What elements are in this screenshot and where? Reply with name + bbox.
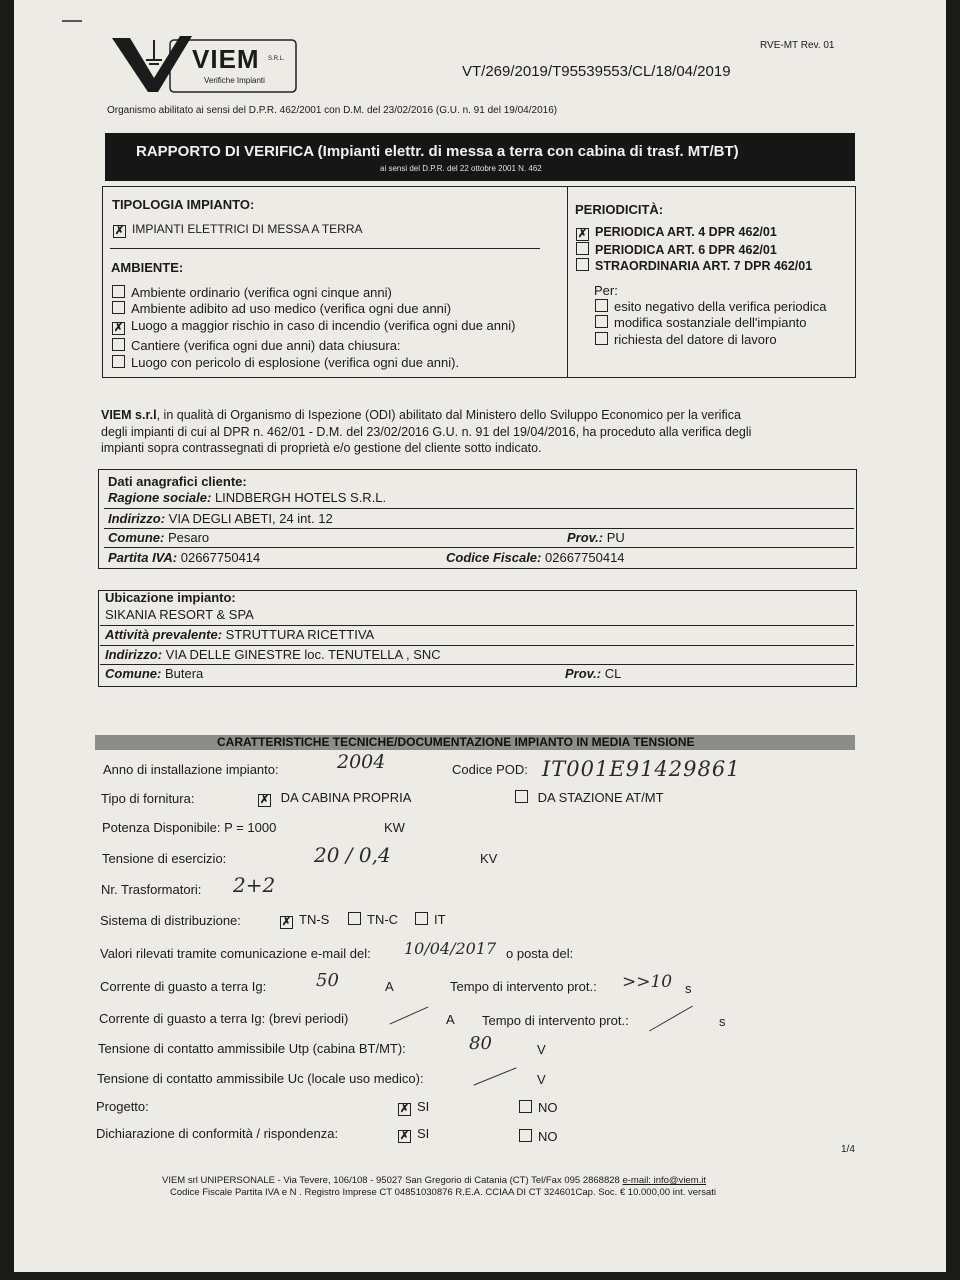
sistema-checkbox[interactable] bbox=[348, 912, 361, 925]
ambiente-item-label: Ambiente adibito ad uso medico (verifica ogni due anni) bbox=[131, 301, 452, 316]
per-checkbox[interactable] bbox=[595, 299, 608, 312]
tipologia-heading: TIPOLOGIA IMPIANTO: bbox=[112, 197, 255, 212]
periodicita-item-label: STRAORDINARIA ART. 7 DPR 462/01 bbox=[595, 259, 813, 273]
per-item[interactable] bbox=[595, 315, 807, 330]
ub-indirizzo-label: Indirizzo: bbox=[105, 647, 163, 662]
fornitura-opt2[interactable] bbox=[515, 790, 664, 805]
dich-no[interactable] bbox=[519, 1129, 558, 1144]
piva-row bbox=[108, 550, 260, 565]
viem-logo bbox=[110, 34, 300, 96]
fornitura-opt1-label: DA CABINA PROPRIA bbox=[280, 790, 412, 805]
ambiente-heading: AMBIENTE: bbox=[111, 260, 184, 275]
progetto-label: Progetto: bbox=[96, 1099, 149, 1114]
ambiente-item-label: Luogo a maggior rischio in caso di incendio (verifica ogni due anni) bbox=[131, 318, 516, 333]
comune-value: Pesaro bbox=[167, 530, 210, 545]
ub-indirizzo-row bbox=[105, 647, 441, 662]
ambiente-item[interactable] bbox=[112, 355, 459, 370]
footer-address: VIEM srl UNIPERSONALE - Via Tevere, 106/108 - 95027 San Gregorio di Catania (CT) Tel/Fax 095 2868828 bbox=[162, 1175, 620, 1186]
sistema-opt-label: TN-C bbox=[367, 912, 399, 927]
ambiente-item[interactable] bbox=[112, 301, 451, 316]
sistema-opt[interactable] bbox=[348, 912, 398, 927]
comune-label: Comune: bbox=[108, 530, 165, 545]
ub-indirizzo-value: VIA DELLE GINESTRE loc. TENUTELLA , SNC bbox=[165, 647, 441, 662]
per-checkbox[interactable] bbox=[595, 332, 608, 345]
ub-prov-row bbox=[565, 666, 621, 681]
ragione-value: LINDBERGH HOTELS S.R.L. bbox=[214, 490, 387, 505]
ambiente-checkbox[interactable] bbox=[112, 355, 125, 368]
uc-strike bbox=[473, 1067, 516, 1085]
ambiente-item[interactable] bbox=[112, 338, 401, 353]
trasf-value: 2+2 bbox=[233, 873, 276, 897]
per-item-label: richiesta del datore di lavoro bbox=[614, 332, 777, 347]
utp-unit: V bbox=[537, 1042, 546, 1057]
fornitura-label: Tipo di fornitura: bbox=[101, 791, 195, 806]
dich-no-checkbox[interactable] bbox=[519, 1129, 532, 1142]
attivita-value: STRUTTURA RICETTIVA bbox=[225, 627, 375, 642]
tipologia-item-label: IMPIANTI ELETTRICI DI MESSA A TERRA bbox=[132, 222, 363, 236]
ig-label: Corrente di guasto a terra Ig: bbox=[100, 979, 267, 994]
progetto-si[interactable] bbox=[398, 1099, 429, 1116]
igb-unit: A bbox=[446, 1012, 455, 1027]
logo-name: VIEM bbox=[192, 44, 260, 74]
per-item[interactable] bbox=[595, 299, 826, 314]
fornitura-opt1[interactable] bbox=[258, 790, 411, 807]
sistema-opt[interactable] bbox=[280, 912, 329, 929]
ubicazione-heading: Ubicazione impianto: bbox=[105, 590, 236, 605]
progetto-si-checkbox[interactable]: ✗ bbox=[399, 1103, 410, 1115]
accreditation-text: Organismo abilitato ai sensi del D.P.R. 462/2001 con D.M. del 23/02/2016 (G.U. n. 91 del 19/04/2016) bbox=[107, 105, 558, 116]
cf-row bbox=[446, 550, 625, 565]
ig-unit: A bbox=[385, 979, 394, 994]
progetto-no[interactable] bbox=[519, 1100, 558, 1115]
tecniche-heading: CARATTERISTICHE TECNICHE/DOCUMENTAZIONE IMPIANTO IN MEDIA TENSIONE bbox=[217, 735, 695, 749]
progetto-si-label: SI bbox=[417, 1099, 430, 1114]
intro-line-2: degli impianti di cui al DPR n. 462/01 - D.M. del 23/02/2016 G.U. n. 91 del 19/04/2016, ha proceduto alla verifica degli bbox=[101, 425, 752, 439]
sistema-checkbox[interactable]: ✗ bbox=[281, 916, 292, 928]
fornitura-opt2-label: DA STAZIONE AT/MT bbox=[537, 790, 664, 805]
ambiente-item-label: Cantiere (verifica ogni due anni) data chiusura: bbox=[131, 338, 401, 353]
cliente-rule bbox=[104, 508, 854, 509]
tipologia-item[interactable] bbox=[113, 222, 363, 238]
pod-value: IT001E91429861 bbox=[542, 757, 741, 781]
cliente-heading: Dati anagrafici cliente: bbox=[108, 474, 247, 489]
piva-value: 02667750414 bbox=[180, 550, 261, 565]
ambiente-item-label: Ambiente ordinario (verifica ogni cinque anni) bbox=[131, 285, 392, 300]
sistema-opt[interactable] bbox=[415, 912, 446, 927]
indirizzo-label: Indirizzo: bbox=[108, 511, 166, 526]
revision-label: RVE-MT Rev. 01 bbox=[760, 40, 835, 51]
report-title: RAPPORTO DI VERIFICA (Impianti elettr. di messa a terra con cabina di trasf. MT/BT) bbox=[136, 143, 739, 160]
tint-unit: s bbox=[685, 981, 692, 996]
per-item[interactable] bbox=[595, 332, 777, 347]
tecniche-header bbox=[95, 735, 855, 750]
per-item-label: modifica sostanziale dell'impianto bbox=[614, 315, 807, 330]
ambiente-item-label: Luogo con pericolo di esplosione (verifica ogni due anni). bbox=[131, 355, 460, 370]
progetto-no-checkbox[interactable] bbox=[519, 1100, 532, 1113]
periodicita-checkbox[interactable] bbox=[576, 242, 589, 255]
cliente-rule bbox=[104, 528, 854, 529]
prov-row bbox=[567, 530, 625, 545]
periodicita-item-label: PERIODICA ART. 4 DPR 462/01 bbox=[595, 225, 777, 239]
sistema-opt-label: TN-S bbox=[299, 912, 330, 927]
title-bar bbox=[105, 133, 855, 181]
periodicita-item[interactable] bbox=[576, 258, 812, 273]
igb-strike bbox=[390, 1007, 429, 1025]
fornitura-checkbox[interactable]: ✗ bbox=[259, 794, 270, 806]
anno-label: Anno di installazione impianto: bbox=[103, 762, 279, 777]
footer-line-1 bbox=[162, 1175, 706, 1186]
igb-label: Corrente di guasto a terra Ig: (brevi periodi) bbox=[99, 1011, 349, 1026]
report-subtitle: ai sensi del D.P.R. del 22 ottobre 2001 N. 462 bbox=[380, 164, 542, 173]
intro-line-1 bbox=[101, 408, 741, 422]
sistema-label: Sistema di distribuzione: bbox=[100, 913, 241, 928]
attivita-label: Attività prevalente: bbox=[105, 627, 223, 642]
per-item-label: esito negativo della verifica periodica bbox=[614, 299, 827, 314]
tint2-label: Tempo di intervento prot.: bbox=[482, 1013, 629, 1028]
dich-si[interactable] bbox=[398, 1126, 429, 1143]
dich-si-checkbox[interactable]: ✗ bbox=[399, 1130, 410, 1142]
ig-value: 50 bbox=[316, 970, 339, 991]
ubicazione-rule bbox=[100, 664, 854, 665]
ragione-label: Ragione sociale: bbox=[108, 490, 212, 505]
cf-value: 02667750414 bbox=[545, 550, 625, 565]
page-number: 1/4 bbox=[841, 1144, 855, 1155]
ub-prov-label: Prov.: bbox=[565, 666, 602, 681]
tipologia-underline bbox=[110, 248, 540, 249]
ub-comune-label: Comune: bbox=[105, 666, 162, 681]
sistema-checkbox[interactable] bbox=[415, 912, 428, 925]
potenza-label: Potenza Disponibile: P = 1000 bbox=[102, 820, 277, 835]
corner-mark bbox=[62, 20, 82, 22]
tint-label: Tempo di intervento prot.: bbox=[450, 979, 597, 994]
uc-label: Tensione di contatto ammissibile Uc (locale uso medico): bbox=[97, 1071, 424, 1086]
periodicita-item[interactable] bbox=[576, 242, 777, 257]
tensione-unit: KV bbox=[480, 851, 498, 866]
footer-line-2: Codice Fiscale Partita IVA e N . Registro Imprese CT 04851030876 R.E.A. CCIAA DI CT 324601Cap. Soc. € 10.000,00 int. versati bbox=[170, 1187, 717, 1198]
ragione-row bbox=[108, 490, 386, 505]
footer-email[interactable]: e-mail: info@viem.it bbox=[622, 1175, 707, 1186]
ambiente-item[interactable] bbox=[112, 318, 515, 335]
indirizzo-row bbox=[108, 511, 333, 526]
document-page bbox=[14, 0, 946, 1272]
ambiente-checkbox[interactable] bbox=[112, 338, 125, 351]
ambiente-checkbox[interactable] bbox=[112, 285, 125, 298]
box-divider bbox=[567, 187, 568, 377]
tint-value: >>10 bbox=[622, 972, 673, 992]
indirizzo-value: VIA DEGLI ABETI, 24 int. 12 bbox=[168, 511, 333, 526]
ubicazione-rule bbox=[100, 625, 854, 626]
dich-si-label: SI bbox=[417, 1126, 430, 1141]
valori-value: 10/04/2017 bbox=[404, 939, 497, 958]
prov-value: PU bbox=[606, 530, 625, 545]
tensione-label: Tensione di esercizio: bbox=[102, 851, 227, 866]
dich-label: Dichiarazione di conformità / rispondenza: bbox=[96, 1126, 339, 1141]
logo-subtitle: Verifiche Impianti bbox=[204, 76, 265, 85]
piva-label: Partita IVA: bbox=[108, 550, 178, 565]
tint2-strike bbox=[649, 1006, 693, 1032]
ambiente-checkbox[interactable] bbox=[112, 301, 125, 314]
sistema-opt-label: IT bbox=[434, 912, 446, 927]
intro-line-1-text: , in qualità di Organismo di Ispezione (ODI) abilitato dal Ministero dello Sviluppo Economico per la verifica bbox=[156, 408, 741, 422]
cf-label: Codice Fiscale: bbox=[446, 550, 542, 565]
ambiente-item[interactable] bbox=[112, 285, 392, 300]
tensione-value: 20 / 0,4 bbox=[314, 843, 391, 867]
attivita-row bbox=[105, 627, 374, 642]
dich-no-label: NO bbox=[538, 1129, 558, 1144]
ub-comune-row bbox=[105, 666, 203, 681]
posta-label: o posta del: bbox=[506, 946, 574, 961]
ub-comune-value: Butera bbox=[164, 666, 204, 681]
fornitura-checkbox[interactable] bbox=[515, 790, 528, 803]
tint2-unit: s bbox=[719, 1014, 726, 1029]
per-label: Per: bbox=[594, 283, 618, 298]
periodicita-item-label: PERIODICA ART. 6 DPR 462/01 bbox=[595, 243, 777, 257]
tipologia-checkbox[interactable]: ✗ bbox=[114, 225, 125, 237]
progetto-no-label: NO bbox=[538, 1100, 558, 1115]
utp-value: 80 bbox=[469, 1033, 492, 1054]
per-checkbox[interactable] bbox=[595, 315, 608, 328]
intro-line-3: impianti sopra contrassegnati di proprietà e/o gestione del cliente sotto indicato. bbox=[101, 441, 542, 455]
pod-label: Codice POD: bbox=[452, 762, 528, 777]
periodicita-heading: PERIODICITÀ: bbox=[575, 202, 664, 217]
uc-unit: V bbox=[537, 1072, 546, 1087]
utp-label: Tensione di contatto ammissibile Utp (cabina BT/MT): bbox=[98, 1041, 406, 1056]
logo-suffix: S.R.L. bbox=[268, 56, 285, 62]
reference-code: VT/269/2019/T95539553/CL/18/04/2019 bbox=[462, 63, 731, 80]
periodicita-item[interactable] bbox=[576, 225, 777, 241]
periodicita-checkbox[interactable] bbox=[576, 258, 589, 271]
anno-value: 2004 bbox=[337, 751, 386, 773]
potenza-unit: KW bbox=[384, 820, 405, 835]
comune-row bbox=[108, 530, 209, 545]
ubicazione-name: SIKANIA RESORT & SPA bbox=[105, 607, 254, 622]
intro-company: VIEM s.r.l bbox=[101, 408, 157, 422]
ubicazione-rule bbox=[100, 645, 854, 646]
prov-label: Prov.: bbox=[567, 530, 604, 545]
cliente-rule bbox=[104, 547, 854, 548]
valori-label: Valori rilevati tramite comunicazione e-mail del: bbox=[100, 946, 371, 961]
trasf-label: Nr. Trasformatori: bbox=[101, 882, 202, 897]
periodicita-checkbox[interactable]: ✗ bbox=[577, 228, 588, 240]
ub-prov-value: CL bbox=[604, 666, 622, 681]
ambiente-checkbox[interactable]: ✗ bbox=[113, 322, 124, 334]
